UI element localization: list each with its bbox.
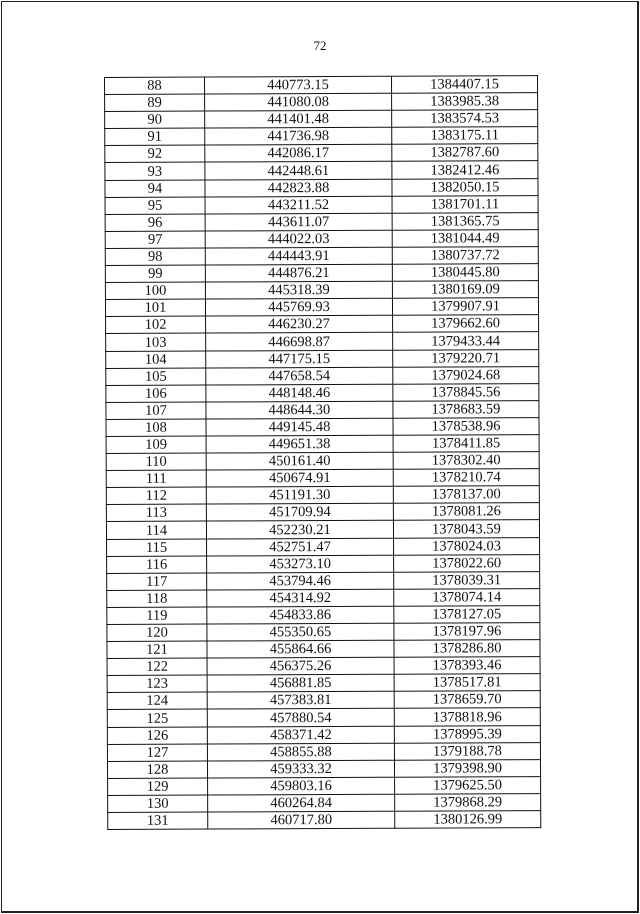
x-coordinate-cell: 460717.80	[208, 811, 395, 829]
y-coordinate-cell: 1378074.14	[394, 588, 540, 606]
table-row	[107, 537, 540, 556]
table-row	[107, 640, 540, 659]
table-row	[106, 469, 539, 488]
x-coordinate-cell: 452230.21	[206, 521, 393, 539]
y-coordinate-cell: 1378538.96	[393, 417, 539, 435]
point-number-cell: 90	[105, 111, 205, 129]
table-row	[106, 520, 539, 539]
y-coordinate-cell: 1378302.40	[393, 452, 539, 470]
point-number-cell: 94	[105, 180, 205, 198]
point-number-cell: 109	[106, 436, 206, 454]
point-number-cell: 128	[107, 761, 207, 779]
x-coordinate-cell: 441080.08	[205, 93, 392, 111]
x-coordinate-cell: 444443.91	[205, 247, 392, 265]
point-number-cell: 95	[105, 197, 205, 215]
table-row	[107, 657, 540, 676]
point-number-cell: 123	[107, 675, 207, 693]
table-row	[107, 691, 540, 710]
table-row	[105, 144, 538, 163]
table-row	[106, 486, 539, 505]
point-number-cell: 110	[106, 453, 206, 471]
table-row	[105, 195, 538, 214]
y-coordinate-cell: 1381701.11	[392, 195, 538, 213]
y-coordinate-cell: 1382050.15	[392, 178, 538, 196]
table-row	[108, 811, 541, 830]
point-number-cell: 121	[107, 641, 207, 659]
y-coordinate-cell: 1378659.70	[394, 691, 540, 709]
y-coordinate-cell: 1378137.00	[393, 486, 539, 504]
x-coordinate-cell: 444876.21	[205, 264, 392, 282]
table-row	[106, 366, 539, 385]
point-number-cell: 112	[106, 487, 206, 505]
y-coordinate-cell: 1379024.68	[393, 366, 539, 384]
table-row	[105, 178, 538, 197]
point-number-cell: 99	[105, 265, 205, 283]
coordinates-table-body	[105, 76, 541, 830]
y-coordinate-cell: 1383574.53	[392, 110, 538, 128]
table-row	[105, 127, 538, 146]
x-coordinate-cell: 449145.48	[206, 418, 393, 436]
x-coordinate-cell: 454314.92	[207, 589, 394, 607]
y-coordinate-cell: 1378411.85	[393, 435, 539, 453]
x-coordinate-cell: 448148.46	[206, 384, 393, 402]
y-coordinate-cell: 1382787.60	[392, 144, 538, 162]
y-coordinate-cell: 1378517.81	[394, 674, 540, 692]
y-coordinate-cell: 1381365.75	[392, 212, 538, 230]
table-row	[106, 332, 539, 351]
x-coordinate-cell: 445769.93	[205, 298, 392, 316]
y-coordinate-cell: 1383175.11	[392, 127, 538, 145]
point-number-cell: 127	[107, 744, 207, 762]
point-number-cell: 91	[105, 128, 205, 146]
point-number-cell: 124	[107, 692, 207, 710]
table-row	[106, 383, 539, 402]
x-coordinate-cell: 460264.84	[208, 794, 395, 812]
x-coordinate-cell: 454833.86	[207, 606, 394, 624]
y-coordinate-cell: 1378286.80	[394, 640, 540, 658]
y-coordinate-cell: 1382412.46	[392, 161, 538, 179]
point-number-cell: 118	[107, 590, 207, 608]
table-row	[107, 588, 540, 607]
table-row	[106, 435, 539, 454]
y-coordinate-cell: 1378845.56	[393, 383, 539, 401]
point-number-cell: 107	[106, 402, 206, 420]
x-coordinate-cell: 445318.39	[205, 281, 392, 299]
table-row	[105, 76, 538, 95]
point-number-cell: 108	[106, 419, 206, 437]
y-coordinate-cell: 1383985.38	[392, 93, 538, 111]
table-row	[107, 623, 540, 642]
point-number-cell: 89	[105, 94, 205, 112]
x-coordinate-cell: 455350.65	[207, 623, 394, 641]
y-coordinate-cell: 1378210.74	[393, 469, 539, 487]
y-coordinate-cell: 1381044.49	[392, 229, 538, 247]
point-number-cell: 115	[107, 539, 207, 557]
x-coordinate-cell: 453794.46	[207, 572, 394, 590]
table-row	[106, 315, 539, 334]
table-row	[107, 708, 540, 727]
table-row	[107, 742, 540, 761]
table-row	[105, 264, 538, 283]
x-coordinate-cell: 457880.54	[207, 709, 394, 727]
x-coordinate-cell: 441736.98	[205, 128, 392, 146]
point-number-cell: 106	[106, 385, 206, 403]
x-coordinate-cell: 449651.38	[206, 435, 393, 453]
x-coordinate-cell: 444022.03	[205, 230, 392, 248]
table-row	[108, 794, 541, 813]
x-coordinate-cell: 455864.66	[207, 640, 394, 658]
point-number-cell: 102	[106, 316, 206, 334]
y-coordinate-cell: 1378043.59	[393, 520, 539, 538]
table-row	[107, 725, 540, 744]
point-number-cell: 103	[106, 333, 206, 351]
x-coordinate-cell: 458371.42	[207, 726, 394, 744]
x-coordinate-cell: 447658.54	[206, 367, 393, 385]
point-number-cell: 116	[107, 556, 207, 574]
table-row	[107, 606, 540, 625]
y-coordinate-cell: 1378683.59	[393, 400, 539, 418]
x-coordinate-cell: 442448.61	[205, 162, 392, 180]
table-row	[106, 349, 539, 368]
x-coordinate-cell: 448644.30	[206, 401, 393, 419]
y-coordinate-cell: 1379433.44	[393, 332, 539, 350]
x-coordinate-cell: 447175.15	[206, 350, 393, 368]
y-coordinate-cell: 1378818.96	[394, 708, 540, 726]
y-coordinate-cell: 1384407.15	[391, 76, 537, 94]
y-coordinate-cell: 1379868.29	[395, 794, 541, 812]
y-coordinate-cell: 1378024.03	[394, 537, 540, 555]
x-coordinate-cell: 451191.30	[206, 486, 393, 504]
page-number: 72	[313, 38, 327, 53]
y-coordinate-cell: 1380169.09	[392, 281, 538, 299]
table-row	[105, 247, 538, 266]
point-number-cell: 131	[108, 812, 208, 830]
x-coordinate-cell: 456375.26	[207, 657, 394, 675]
point-number-cell: 117	[107, 573, 207, 591]
table-row	[105, 229, 538, 248]
x-coordinate-cell: 451709.94	[206, 504, 393, 522]
x-coordinate-cell: 457383.81	[207, 692, 394, 710]
table-row	[107, 759, 540, 778]
y-coordinate-cell: 1379220.71	[393, 349, 539, 367]
y-coordinate-cell: 1378081.26	[393, 503, 539, 521]
y-coordinate-cell: 1378995.39	[394, 725, 540, 743]
y-coordinate-cell: 1378393.46	[394, 657, 540, 675]
table-row	[108, 776, 541, 795]
point-number-cell: 130	[108, 795, 208, 813]
y-coordinate-cell: 1380445.80	[392, 264, 538, 282]
y-coordinate-cell: 1379662.60	[393, 315, 539, 333]
x-coordinate-cell: 452751.47	[207, 538, 394, 556]
x-coordinate-cell: 459803.16	[208, 777, 395, 795]
x-coordinate-cell: 446230.27	[206, 316, 393, 334]
x-coordinate-cell: 456881.85	[207, 675, 394, 693]
table-row	[107, 554, 540, 573]
y-coordinate-cell: 1378127.05	[394, 606, 540, 624]
point-number-cell: 126	[107, 727, 207, 745]
x-coordinate-cell: 442823.88	[205, 179, 392, 197]
table-row	[106, 400, 539, 419]
point-number-cell: 122	[107, 658, 207, 676]
x-coordinate-cell: 453273.10	[207, 555, 394, 573]
y-coordinate-cell: 1378197.96	[394, 623, 540, 641]
point-number-cell: 100	[105, 282, 205, 300]
table-row	[107, 571, 540, 590]
table-row	[105, 110, 538, 129]
table-row	[105, 298, 538, 317]
x-coordinate-cell: 446698.87	[206, 333, 393, 351]
x-coordinate-cell: 443211.52	[205, 196, 392, 214]
y-coordinate-cell: 1379188.78	[394, 742, 540, 760]
x-coordinate-cell: 450161.40	[206, 452, 393, 470]
y-coordinate-cell: 1379907.91	[392, 298, 538, 316]
x-coordinate-cell: 450674.91	[206, 469, 393, 487]
coordinates-table	[104, 75, 541, 830]
x-coordinate-cell: 458855.88	[207, 743, 394, 761]
point-number-cell: 129	[108, 778, 208, 796]
x-coordinate-cell: 441401.48	[205, 110, 392, 128]
point-number-cell: 105	[106, 368, 206, 386]
y-coordinate-cell: 1378022.60	[394, 554, 540, 572]
point-number-cell: 114	[106, 521, 206, 539]
x-coordinate-cell: 440773.15	[205, 76, 392, 94]
point-number-cell: 98	[105, 248, 205, 266]
point-number-cell: 101	[105, 299, 205, 317]
table-row	[106, 417, 539, 436]
point-number-cell: 96	[105, 214, 205, 232]
table-row	[105, 161, 538, 180]
table-row	[106, 503, 539, 522]
table-row	[105, 212, 538, 231]
table-row	[105, 281, 538, 300]
point-number-cell: 113	[106, 504, 206, 522]
point-number-cell: 104	[106, 351, 206, 369]
point-number-cell: 120	[107, 624, 207, 642]
point-number-cell: 93	[105, 163, 205, 181]
x-coordinate-cell: 442086.17	[205, 145, 392, 163]
y-coordinate-cell: 1380737.72	[392, 247, 538, 265]
point-number-cell: 119	[107, 607, 207, 625]
point-number-cell: 92	[105, 145, 205, 163]
x-coordinate-cell: 443611.07	[205, 213, 392, 231]
point-number-cell: 125	[107, 710, 207, 728]
point-number-cell: 88	[105, 77, 205, 95]
x-coordinate-cell: 459333.32	[207, 760, 394, 778]
y-coordinate-cell: 1380126.99	[395, 811, 541, 829]
table-row	[107, 674, 540, 693]
table-row	[106, 452, 539, 471]
table-row	[105, 93, 538, 112]
point-number-cell: 111	[106, 470, 206, 488]
y-coordinate-cell: 1379398.90	[394, 759, 540, 777]
y-coordinate-cell: 1378039.31	[394, 571, 540, 589]
y-coordinate-cell: 1379625.50	[395, 776, 541, 794]
point-number-cell: 97	[105, 231, 205, 249]
